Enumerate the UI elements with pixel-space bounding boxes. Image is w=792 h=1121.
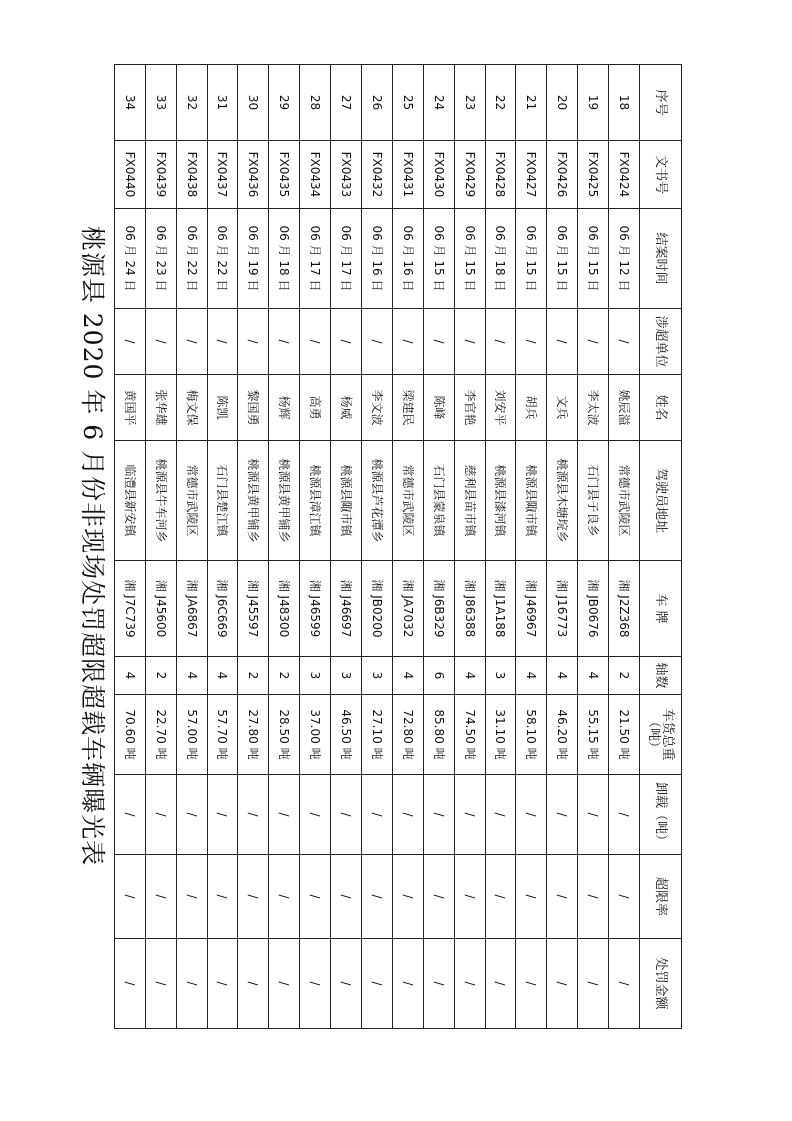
column-header: 序号 — [640, 65, 682, 141]
table-cell: 湘 J48300 — [269, 561, 300, 657]
table-cell: 4 — [207, 657, 238, 695]
table-cell: 黄国平 — [114, 375, 145, 441]
table-cell: 06 月 18 日 — [485, 209, 516, 309]
table-cell: 06 月 15 日 — [423, 209, 454, 309]
table-cell: 桃源县黄甲铺乡 — [269, 441, 300, 561]
table-cell: 37.00 吨 — [300, 695, 331, 775]
page-title: 桃源县 2020 年 6 月份非现场处罚超限超载车辆曝光表 — [78, 225, 107, 867]
table-cell: 85.80 吨 — [423, 695, 454, 775]
table-cell: / — [176, 309, 207, 375]
table-cell: 06 月 15 日 — [578, 209, 609, 309]
table-cell: / — [485, 939, 516, 1029]
table-cell: 4 — [578, 657, 609, 695]
table-cell: / — [361, 939, 392, 1029]
table-cell: 23 — [454, 65, 485, 141]
table-cell: 06 月 15 日 — [516, 209, 547, 309]
table-cell: 20 — [547, 65, 578, 141]
table-cell: / — [423, 309, 454, 375]
table-cell: 湘 J6C669 — [207, 561, 238, 657]
table-cell: / — [238, 939, 269, 1029]
table-cell: / — [269, 309, 300, 375]
table-row — [300, 65, 331, 1029]
table-cell: 4 — [392, 657, 423, 695]
table-cell: 湘 JA7032 — [392, 561, 423, 657]
table-cell: / — [269, 775, 300, 855]
table-cell: / — [145, 309, 176, 375]
table-cell: / — [300, 309, 331, 375]
table-cell: 3 — [361, 657, 392, 695]
table-cell: 湘 J6B329 — [423, 561, 454, 657]
table-cell: 06 月 22 日 — [176, 209, 207, 309]
table-cell: / — [423, 939, 454, 1029]
rotated-table-area — [78, 64, 682, 1028]
table-cell: 湘 J86388 — [454, 561, 485, 657]
table-cell: 4 — [114, 657, 145, 695]
table-cell: 桃源县陬市镇 — [331, 441, 362, 561]
table-row — [145, 65, 176, 1029]
table-cell: 石门县楚江镇 — [207, 441, 238, 561]
table-cell: / — [176, 775, 207, 855]
table-row — [485, 65, 516, 1029]
column-header: 车 牌 — [640, 561, 682, 657]
table-cell: 2 — [145, 657, 176, 695]
table-cell: 70.60 吨 — [114, 695, 145, 775]
table-cell: / — [300, 855, 331, 939]
table-cell: 27.10 吨 — [361, 695, 392, 775]
table-cell: 湘 J2Z368 — [609, 561, 640, 657]
table-cell: 33 — [145, 65, 176, 141]
table-cell: 06 月 23 日 — [145, 209, 176, 309]
table-cell: 陈峰 — [423, 375, 454, 441]
table-cell: 25 — [392, 65, 423, 141]
table-cell: 湘 J46697 — [331, 561, 362, 657]
table-cell: 杨辉 — [269, 375, 300, 441]
table-cell: 26 — [361, 65, 392, 141]
table-cell: 桃源县木塘垸乡 — [547, 441, 578, 561]
table-cell: 文兵 — [547, 375, 578, 441]
table-cell: 06 月 22 日 — [207, 209, 238, 309]
table-cell: 梁建民 — [392, 375, 423, 441]
table-cell: / — [454, 775, 485, 855]
table-cell: / — [176, 855, 207, 939]
table-cell: 57.00 吨 — [176, 695, 207, 775]
table-cell: 4 — [454, 657, 485, 695]
table-cell: / — [238, 309, 269, 375]
table-cell: 27 — [331, 65, 362, 141]
table-cell: / — [578, 855, 609, 939]
table-row — [114, 65, 145, 1029]
table-cell: / — [547, 775, 578, 855]
table-cell: / — [269, 939, 300, 1029]
table-cell: / — [547, 309, 578, 375]
column-header: 文书号 — [640, 141, 682, 209]
table-body — [114, 65, 639, 1029]
table-row — [578, 65, 609, 1029]
table-cell: 29 — [269, 65, 300, 141]
table-cell: / — [114, 775, 145, 855]
table-cell: FX0440 — [114, 141, 145, 209]
table-cell: 梅文保 — [176, 375, 207, 441]
table-cell: FX0431 — [392, 141, 423, 209]
table-cell: 桃源县芦花潭乡 — [361, 441, 392, 561]
table-cell: 常德市武陵区 — [392, 441, 423, 561]
table-cell: / — [609, 939, 640, 1029]
table-cell: 2 — [269, 657, 300, 695]
table-cell: 黎国勇 — [238, 375, 269, 441]
table-cell: / — [300, 939, 331, 1029]
table-cell: 湘 J46967 — [516, 561, 547, 657]
table-cell: 李文波 — [361, 375, 392, 441]
table-cell: 湘 J16773 — [547, 561, 578, 657]
table-cell: 桃源县漆河镇 — [485, 441, 516, 561]
table-cell: FX0430 — [423, 141, 454, 209]
table-cell: 06 月 16 日 — [392, 209, 423, 309]
table-cell: 湘 JA6867 — [176, 561, 207, 657]
table-cell: / — [331, 939, 362, 1029]
table-cell: 57.70 吨 — [207, 695, 238, 775]
table-cell: 21.50 吨 — [609, 695, 640, 775]
table-cell: 27.80 吨 — [238, 695, 269, 775]
column-header: 姓名 — [640, 375, 682, 441]
table-cell: / — [485, 775, 516, 855]
table-cell: 18 — [609, 65, 640, 141]
table-row — [238, 65, 269, 1029]
table-cell: 06 月 12 日 — [609, 209, 640, 309]
table-cell: FX0432 — [361, 141, 392, 209]
table-cell: / — [238, 775, 269, 855]
table-cell: / — [423, 775, 454, 855]
table-row — [547, 65, 578, 1029]
table-cell: 临澧县新安镇 — [114, 441, 145, 561]
table-cell: 06 月 19 日 — [238, 209, 269, 309]
table-cell: / — [207, 855, 238, 939]
column-header: 卸载（吨） — [640, 775, 682, 855]
table-cell: 桃源县陬市镇 — [516, 441, 547, 561]
table-cell: / — [207, 939, 238, 1029]
table-cell: / — [609, 855, 640, 939]
table-cell: / — [392, 775, 423, 855]
table-cell: 3 — [300, 657, 331, 695]
table-cell: / — [392, 855, 423, 939]
table-cell: / — [454, 939, 485, 1029]
table-cell: 58.10 吨 — [516, 695, 547, 775]
table-cell: / — [145, 855, 176, 939]
table-row — [361, 65, 392, 1029]
table-cell: 06 月 17 日 — [331, 209, 362, 309]
table-cell: FX0426 — [547, 141, 578, 209]
table-cell: 石门县子良乡 — [578, 441, 609, 561]
table-row — [454, 65, 485, 1029]
table-cell: / — [547, 855, 578, 939]
table-cell: 2 — [609, 657, 640, 695]
table-cell: / — [578, 775, 609, 855]
table-cell: 06 月 16 日 — [361, 209, 392, 309]
table-cell: 湘 JB0676 — [578, 561, 609, 657]
table-header-row — [640, 65, 682, 1029]
table-cell: / — [176, 939, 207, 1029]
table-cell: / — [114, 855, 145, 939]
table-cell: / — [238, 855, 269, 939]
table-cell: 31.10 吨 — [485, 695, 516, 775]
table-cell: 28 — [300, 65, 331, 141]
table-cell: FX0438 — [176, 141, 207, 209]
table-cell: 06 月 18 日 — [269, 209, 300, 309]
table-cell: 22 — [485, 65, 516, 141]
table-cell: / — [207, 775, 238, 855]
table-cell: 06 月 15 日 — [454, 209, 485, 309]
column-header: 超限率 — [640, 855, 682, 939]
table-cell: / — [207, 309, 238, 375]
column-header: 结案时间 — [640, 209, 682, 309]
table-cell: 李太波 — [578, 375, 609, 441]
table-cell: / — [361, 309, 392, 375]
table-cell: 19 — [578, 65, 609, 141]
table-cell: 湘 J45597 — [238, 561, 269, 657]
table-cell: / — [485, 309, 516, 375]
table-cell: / — [392, 309, 423, 375]
table-cell: FX0427 — [516, 141, 547, 209]
table-cell: / — [423, 855, 454, 939]
table-cell: / — [300, 775, 331, 855]
table-cell: 06 月 17 日 — [300, 209, 331, 309]
table-cell: 34 — [114, 65, 145, 141]
table-cell: / — [114, 939, 145, 1029]
table-cell: 31 — [207, 65, 238, 141]
column-header: 轴数 — [640, 657, 682, 695]
table-cell: 桃源县牛车河乡 — [145, 441, 176, 561]
table-cell: / — [361, 855, 392, 939]
table-cell: / — [485, 855, 516, 939]
table-cell: 湘 J45600 — [145, 561, 176, 657]
table-cell: 李官艳 — [454, 375, 485, 441]
table-cell: / — [547, 939, 578, 1029]
table-cell: 46.50 吨 — [331, 695, 362, 775]
table-cell: / — [578, 309, 609, 375]
table-cell: / — [516, 309, 547, 375]
table-cell: 46.20 吨 — [547, 695, 578, 775]
table-row — [516, 65, 547, 1029]
table-cell: FX0428 — [485, 141, 516, 209]
table-cell: / — [516, 939, 547, 1029]
table-cell: 陈凯 — [207, 375, 238, 441]
table-cell: 30 — [238, 65, 269, 141]
table-cell: / — [269, 855, 300, 939]
table-cell: 石门县蒙泉镇 — [423, 441, 454, 561]
table-cell: 55.15 吨 — [578, 695, 609, 775]
table-cell: / — [454, 855, 485, 939]
document-page — [78, 64, 682, 1028]
table-cell: 28.50 吨 — [269, 695, 300, 775]
table-cell: FX0434 — [300, 141, 331, 209]
table-cell: / — [516, 775, 547, 855]
table-cell: 湘 J7C739 — [114, 561, 145, 657]
table-cell: 姚辰溢 — [609, 375, 640, 441]
column-header: 处罚金额 — [640, 939, 682, 1029]
table-row — [176, 65, 207, 1029]
table-cell: 慈利县苗市镇 — [454, 441, 485, 561]
table-cell: / — [578, 939, 609, 1029]
table-cell: 4 — [176, 657, 207, 695]
table-row — [207, 65, 238, 1029]
table-row — [423, 65, 454, 1029]
table-row — [392, 65, 423, 1029]
table-cell: 21 — [516, 65, 547, 141]
table-cell: / — [392, 939, 423, 1029]
table-cell: 74.50 吨 — [454, 695, 485, 775]
table-cell: / — [609, 775, 640, 855]
table-cell: 3 — [331, 657, 362, 695]
table-cell: 刘安平 — [485, 375, 516, 441]
table-cell: 常德市武陵区 — [176, 441, 207, 561]
table-cell: 湘 JB0200 — [361, 561, 392, 657]
table-cell: 杨威 — [331, 375, 362, 441]
table-cell: 桃源县漳江镇 — [300, 441, 331, 561]
table-cell: 72.80 吨 — [392, 695, 423, 775]
table-cell: 2 — [238, 657, 269, 695]
table-cell: FX0425 — [578, 141, 609, 209]
exposure-table — [114, 64, 682, 1029]
table-row — [609, 65, 640, 1029]
table-cell: 湘 J46599 — [300, 561, 331, 657]
table-cell: / — [114, 309, 145, 375]
table-cell: 胡兵 — [516, 375, 547, 441]
table-cell: 高勇 — [300, 375, 331, 441]
table-cell: 06 月 24 日 — [114, 209, 145, 309]
table-cell: 张华雄 — [145, 375, 176, 441]
table-cell: FX0437 — [207, 141, 238, 209]
table-row — [331, 65, 362, 1029]
column-header: 涉超单位 — [640, 309, 682, 375]
column-header: 驾驶员地址 — [640, 441, 682, 561]
table-cell: 3 — [485, 657, 516, 695]
table-cell: / — [331, 855, 362, 939]
table-cell: / — [145, 939, 176, 1029]
column-header: 车货总重（吨） — [640, 695, 682, 775]
table-cell: 4 — [516, 657, 547, 695]
table-cell: 常德市武陵区 — [609, 441, 640, 561]
table-cell: / — [145, 775, 176, 855]
table-cell: FX0436 — [238, 141, 269, 209]
table-cell: / — [361, 775, 392, 855]
table-cell: / — [454, 309, 485, 375]
table-cell: 4 — [547, 657, 578, 695]
table-cell: 22.70 吨 — [145, 695, 176, 775]
table-cell: FX0429 — [454, 141, 485, 209]
table-row — [269, 65, 300, 1029]
table-cell: / — [331, 309, 362, 375]
table-cell: 24 — [423, 65, 454, 141]
table-cell: 06 月 15 日 — [547, 209, 578, 309]
table-cell: 湘 J1A188 — [485, 561, 516, 657]
table-cell: 桃源县黄甲铺乡 — [238, 441, 269, 561]
table-cell: 32 — [176, 65, 207, 141]
table-cell: / — [609, 309, 640, 375]
table-cell: 6 — [423, 657, 454, 695]
table-cell: FX0433 — [331, 141, 362, 209]
table-cell: FX0424 — [609, 141, 640, 209]
table-cell: / — [516, 855, 547, 939]
table-cell: FX0435 — [269, 141, 300, 209]
table-cell: FX0439 — [145, 141, 176, 209]
table-cell: / — [331, 775, 362, 855]
